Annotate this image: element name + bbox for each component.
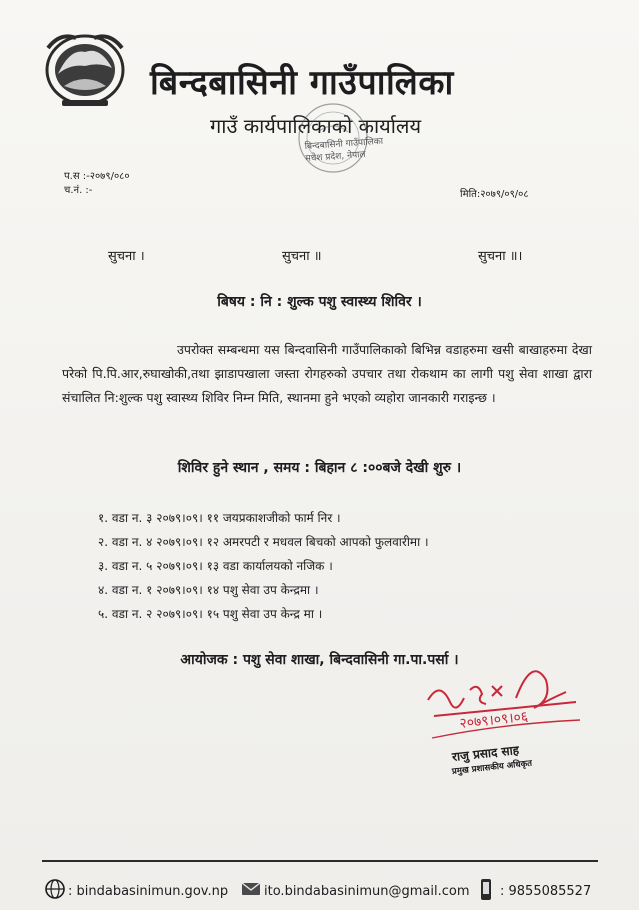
government-emblem-icon (40, 28, 130, 110)
list-item: ३. वडा न. ५ २०७९।०९। १३ वडा कार्यालयको नजिक । (98, 559, 333, 573)
camp-heading: शिविर हुने स्थान , समय : बिहान ८ :००बजे देखी शुरु । (177, 460, 462, 476)
website-link[interactable]: : bindabasinimun.gov.np (68, 884, 229, 899)
signature-date: २०७९।०९।०६ (458, 708, 529, 732)
body-text: उपरोक्त सम्बन्धमा यस बिन्दवासिनी गाउँपालिकाको बिभिन्न वडाहरुमा खसी बाखाहरुमा देखा परेको पि.पि.आर,रुघाखोकी,तथा झाडापखाला जस्ता रोगहरुको उपचार तथा रोकथाम का लागी पशु सेवा शाखा द्वारा संचालित नि:शुल्क पशु स्वास्थ्य शिविर निम्न मिति, स्थानमा हुने भएको व्यहोरा जानकारी गराइन्छ । (62, 342, 592, 405)
list-item: ५. वडा न. २ २०७९।०९। १५ पशु सेवा उप केन्द्र मा । (98, 607, 323, 621)
notice-label: सुचना ॥ (282, 249, 322, 264)
phone-icon (478, 878, 494, 902)
reference-block (64, 170, 130, 198)
list-item: ४. वडा न. १ २०७९।०९। १४ पशु सेवा उप केन्द्रमा । (98, 583, 319, 597)
footer (44, 878, 604, 908)
body-paragraph (62, 338, 592, 410)
phone-number: : 9855085527 (500, 884, 592, 899)
dispatch-number: च.नं. :- (64, 185, 93, 196)
footer-divider (42, 860, 598, 862)
office-subtitle: गाउँ कार्यपालिकाको कार्यालय (210, 114, 422, 138)
stamp-text (304, 135, 395, 165)
signer-name: राजु प्रसाद साह (451, 743, 520, 764)
globe-icon (44, 878, 66, 900)
email-icon (240, 878, 262, 900)
notice-label: सुचना ॥। (478, 249, 523, 264)
letter-date: मिति:२०७९/०९/०८ (460, 189, 529, 200)
letter-number: प.स :-२०७९/०८० (64, 171, 130, 182)
camp-list (98, 506, 598, 626)
list-item: २. वडा न. ४ २०७९।०९। १२ अमरपटी र मधवल बिचको आपको फुलवारीमा । (98, 535, 429, 549)
list-item: १. वडा न. ३ २०७९।०९। ११ जयप्रकाशजीको फार्म निर । (98, 511, 341, 525)
stamp-line: मधेश प्रदेश, नेपाल (305, 149, 366, 165)
stamp-line: बिन्दबासिनी गाउँपालिका (304, 136, 384, 153)
organizer-line: आयोजक : पशु सेवा शाखा, बिन्दवासिनी गा.पा.पर्सा । (180, 652, 459, 668)
handwritten-signature (420, 660, 590, 750)
subject-line: बिषय : नि : शुल्क पशु स्वास्थ्य शिविर । (217, 294, 422, 310)
notice-label: सुचना । (108, 249, 145, 264)
office-title: बिन्दबासिनी गाउँपालिका (150, 63, 454, 103)
signer-role: प्रमुख प्रशासकीय अधिकृत (451, 758, 533, 777)
email-link[interactable]: ito.bindabasinimun@gmail.com (264, 884, 470, 899)
